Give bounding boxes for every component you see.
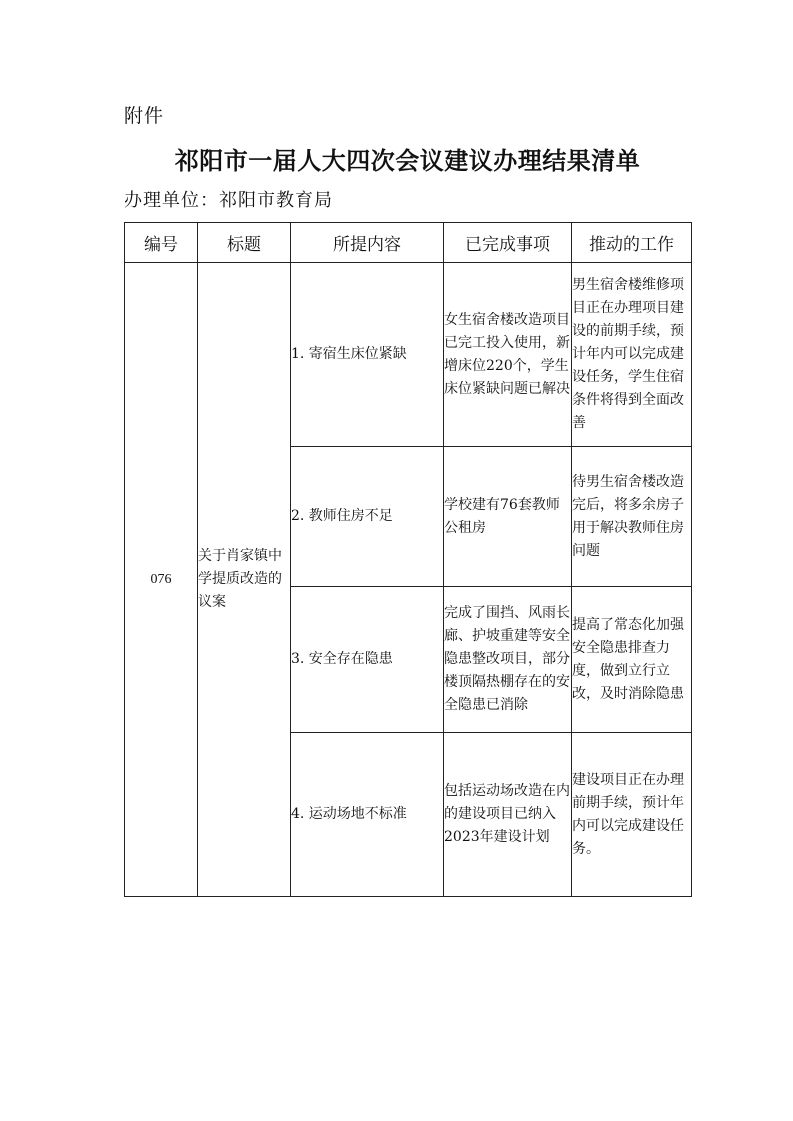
content-cell	[291, 733, 444, 897]
content-cell	[291, 587, 444, 733]
completed-cell	[444, 587, 572, 733]
completed-text: 学校建有76套教师公租房	[444, 496, 560, 536]
completed-text: 完成了围挡、风雨长廊、护坡重建等安全隐患整改项目，部分楼顶隔热棚存在的安全隐患已消除	[444, 605, 570, 713]
ongoing-text: 待男生宿舍楼改造完后，将多余房子用于解决教师住房问题	[572, 473, 684, 559]
ongoing-cell	[572, 263, 692, 447]
handling-unit: 办理单位：祁阳市教育局	[124, 190, 333, 211]
table-row	[125, 263, 692, 447]
ongoing-text: 提高了常态化加强安全隐患排查力度，做到立行立改，及时消除隐患	[572, 616, 684, 702]
document-title: 祁阳市一届人大四次会议建议办理结果清单	[174, 146, 641, 175]
header-title: 标题	[198, 223, 291, 263]
ongoing-cell	[572, 587, 692, 733]
header-number: 编号	[125, 223, 198, 263]
content-text: 4. 运动场地不标准	[291, 806, 407, 822]
attachment-label: 附件	[124, 105, 165, 127]
content-text: 1. 寄宿生床位紧缺	[291, 346, 407, 362]
completed-cell	[444, 447, 572, 587]
proposal-number: 076	[125, 263, 198, 897]
completed-cell	[444, 733, 572, 897]
ongoing-cell	[572, 447, 692, 587]
header-completed: 已完成事项	[444, 223, 572, 263]
table-header-row	[125, 223, 692, 263]
completed-cell	[444, 263, 572, 447]
result-table	[124, 222, 692, 897]
completed-text: 女生宿舍楼改造项目已完工投入使用，新增床位220个，学生床位紧缺问题已解决	[444, 311, 570, 397]
ongoing-text: 建设项目正在办理前期手续，预计年内可以完成建设任务。	[572, 771, 684, 857]
content-text: 2. 教师住房不足	[291, 508, 393, 524]
content-cell	[291, 447, 444, 587]
ongoing-cell	[572, 733, 692, 897]
header-content: 所提内容	[291, 223, 444, 263]
proposal-title-text: 关于肖家镇中学提质改造的议案	[198, 548, 282, 610]
content-text: 3. 安全存在隐患	[291, 651, 393, 667]
completed-text: 包括运动场改造在内的建设项目已纳入2023年建设计划	[444, 783, 570, 845]
ongoing-text: 男生宿舍楼维修项目正在办理项目建设的前期手续，预计年内可以完成建设任务，学生住宿条件将得到全面改善	[572, 277, 684, 431]
proposal-title	[198, 263, 291, 897]
header-ongoing: 推动的工作	[572, 223, 692, 263]
content-cell	[291, 263, 444, 447]
